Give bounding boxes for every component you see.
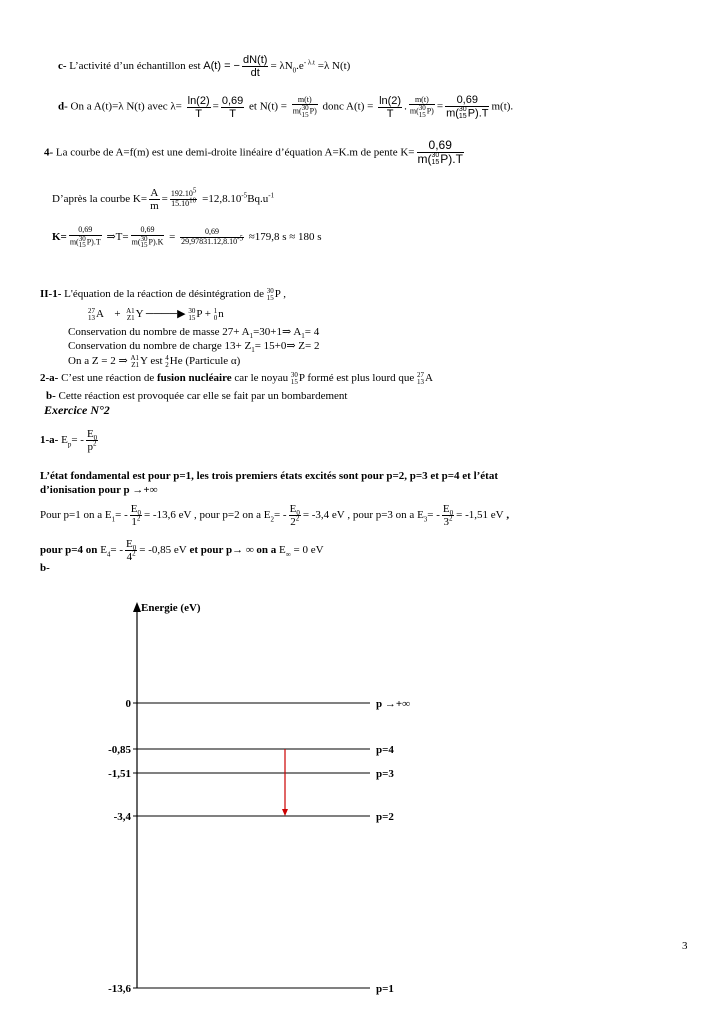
denominator: m: [150, 200, 159, 213]
bold-line-1: L’état fondamental est pour p=1, les trois premiers états excités sont pour p=2, p=3 et p=4 et l’état: [40, 470, 499, 482]
text: et pour p→ ∞ on a: [186, 544, 280, 557]
numerator: 0,69: [221, 94, 244, 107]
energy-value-label: -3,4: [113, 811, 131, 823]
text: Y est: [140, 355, 166, 368]
text: b-: [46, 390, 56, 402]
text: II-1-: [40, 288, 62, 301]
line-c: c- L’activité d’un échantillon est A(t) = − $\frac{dN(t)}{dt}$ = $\lambda N_0.e^{- \lambda.t} =\lambda$ N(t): [58, 54, 351, 80]
text: = 4: [304, 326, 320, 338]
text: D’après la courbe K=: [52, 193, 148, 206]
text: = -13,6 eV: [143, 509, 192, 522]
numerator: $E_0$: [130, 503, 141, 518]
denominator: m(30 15P).T: [446, 106, 489, 120]
text: C’est une réaction de: [58, 372, 157, 385]
text: m(t).: [491, 100, 514, 113]
line-k-t: K= 0,69 m(30 15P).T ⇒T= 0,69 m(30 15P).K = $\frac{0,69}{29,97831.12,8.10^{-5}}$ ≈179,8 s ≈ 180 s: [52, 225, 322, 250]
text: Cette réaction est provoquée car elle se fait par un bombardement: [55, 390, 348, 402]
text: A: [96, 308, 104, 321]
exponent: -5: [237, 234, 243, 243]
label-c: c-: [58, 60, 67, 73]
text: He (Particule α): [169, 355, 241, 368]
denominator: m(30 15P).T: [69, 234, 101, 250]
denominator: $2^2$: [290, 514, 300, 529]
text: 15.10: [171, 199, 190, 209]
line-d: d- On a A(t)=λ N(t) avec λ= $\frac{\ln(2)}{T}$ = $\frac{0,69}{T}$ et N(t) = m(t) m(30 15P) donc A(t) = $\frac{\ln(2)}{T}$ . m(t) m(30 15P) = 0,69 m(30 15P).T m(t).: [58, 94, 514, 120]
text: m(: [409, 106, 419, 116]
level-label: p=4: [376, 744, 394, 756]
subscript: p: [67, 440, 72, 449]
line-cons-mass: Conservation du nombre de masse $27+ A_1=30+1\Rightarrow$ $A_1= 4$: [68, 326, 320, 341]
text: On a A(t)=λ N(t) avec λ=: [67, 100, 185, 113]
page-number: 3: [682, 940, 688, 952]
text: E: [58, 434, 68, 447]
numerator: $E_0$: [289, 503, 300, 518]
numerator: m(t): [292, 96, 318, 106]
denominator: $4^2$: [126, 549, 136, 564]
level-label: p →+∞: [376, 698, 410, 710]
text: = λN: [270, 60, 293, 73]
text: p: [87, 441, 94, 454]
text: K=: [52, 231, 67, 244]
line-q2a: 2-a- C’est une réaction de fusion nucléaire car le noyau 30 15P formé est plus lourd que 27 13A: [40, 371, 433, 386]
text: E: [104, 509, 112, 522]
text: 1: [131, 516, 137, 529]
exercise-title: Exercice N°2: [44, 403, 110, 417]
text: .e: [296, 60, 304, 73]
levels-group: [108, 698, 410, 995]
text: 2: [290, 516, 296, 529]
text: =: [212, 100, 219, 113]
denominator: m(30 15P): [292, 104, 317, 120]
label-q4: 4-: [44, 146, 54, 159]
line-energies: Pour p=1 on a $E_1=$ - $\frac{E_0}{1^2}$ = -13,6 eV , pour p=2 on a $E_2=$ - $\frac{E_0}{2^2}$ = -3,4 eV , pour p=3 on a $E_3=$ - $\frac{E_0}{3^2}$ = -1,51 eV ,: [40, 503, 510, 529]
transition-arrow-head: [282, 809, 288, 816]
denominator: T: [195, 107, 202, 120]
text: m(: [292, 106, 302, 116]
text: 3: [443, 516, 450, 529]
subscript: 1: [111, 515, 116, 524]
text: fusion nucléaire: [156, 372, 232, 385]
energy-value-label: -1,51: [108, 768, 131, 780]
reaction-arrow: ────▶: [145, 308, 186, 321]
text: =30+1⇒ A: [253, 326, 302, 338]
line-cons-charge: Conservation du nombre de charge $13+ Z_1=$ 15+0⇒ Z= 2: [68, 340, 320, 355]
denominator: $1^2$: [131, 514, 141, 529]
exponent: -1: [268, 191, 275, 200]
energy-value-label: 0: [125, 698, 131, 710]
text: E: [86, 428, 94, 440]
text: A: [425, 372, 433, 385]
text: et N(t) =: [246, 100, 290, 113]
text: La courbe de A=f(m) est une demi-droite linéaire d’équation A=K.m de pente K=: [53, 146, 415, 159]
text: P formé est plus lourd que: [298, 372, 418, 385]
text: 1-a-: [40, 434, 59, 447]
denominator: dt: [250, 67, 260, 80]
text: car le noyau: [231, 372, 291, 385]
text: = 15+0⇒ Z= 2: [254, 340, 320, 352]
text: ,: [503, 509, 510, 522]
text: = -: [71, 434, 84, 447]
numerator: 0,69: [445, 94, 489, 107]
denominator: T: [229, 107, 236, 120]
exponent: 10: [189, 196, 197, 205]
text: P).K: [148, 237, 164, 247]
energy-value-label: -0,85: [108, 744, 131, 756]
text: , pour p=3 on a: [344, 509, 418, 522]
text: Conservation du nombre de charge 13+ Z: [68, 340, 252, 352]
text: L’activité d’un échantillon est: [66, 60, 204, 73]
line-energies-2: pour p=4 on $E_4=$ - $\frac{E_0}{4^2}$ = -0,85 eV et pour p→ ∞ on a $E_\infty = 0$ eV: [40, 538, 324, 564]
formula-at: A(t) = −: [203, 60, 240, 73]
bold-line-2: d’ionisation pour p →+∞: [40, 484, 158, 496]
numerator: ln(2): [187, 94, 210, 107]
line-reaction: 27 13A + A1 Z1Y ────▶ 30 15P + 1 0n: [88, 307, 224, 322]
text: Pour p=1 on a: [40, 509, 105, 522]
subscript: 4: [106, 550, 111, 559]
denominator: m(30 15P).K: [131, 234, 164, 250]
numerator: dN(t): [242, 54, 268, 66]
subscript: ∞: [285, 550, 291, 559]
label-d: d-: [58, 100, 68, 113]
text: 4: [126, 551, 133, 564]
text: m(: [417, 152, 432, 167]
text: P +: [196, 308, 214, 321]
numerator: A: [150, 187, 159, 199]
denominator: T: [386, 107, 394, 120]
text: =12,8.10: [199, 193, 242, 206]
text: = -1,51 eV: [456, 509, 504, 522]
numerator: 0,69: [131, 226, 165, 236]
text: P ,: [274, 288, 287, 301]
numerator: ln(2): [379, 94, 402, 107]
exponent: 2: [93, 439, 97, 448]
text: = -3,4 eV: [302, 509, 345, 522]
numerator: $E_0$: [126, 538, 137, 553]
exponent: -5: [241, 191, 248, 200]
subscript: 3: [423, 515, 428, 524]
subscript: 0: [93, 434, 98, 443]
exponent: 5: [192, 186, 197, 195]
text: P).T: [440, 152, 463, 167]
label-b: b-: [40, 562, 50, 574]
text: = -0,85 eV: [139, 544, 187, 557]
text: E: [279, 544, 286, 557]
text: ⇒T=: [103, 231, 129, 244]
line-on-a-z: On a Z = 2 ⇒ A1 Z1Y est 4 2He (Particule α): [68, 354, 241, 369]
text: 29,97831.12,8.10: [181, 237, 238, 247]
text: ≈179,8 s ≈ 180 s: [245, 231, 322, 244]
text: =λ N(t): [314, 60, 351, 73]
numerator: 0,69: [180, 228, 244, 238]
text: Bq.u: [247, 193, 269, 206]
text: 192.10: [170, 189, 193, 199]
numerator: m(t): [409, 96, 435, 106]
text: = 0 eV: [290, 544, 324, 557]
numerator: 0,69: [417, 139, 464, 153]
text: Conservation du nombre de masse 27+ A: [68, 326, 250, 338]
numerator: 0,69: [69, 226, 102, 236]
text: Y: [135, 308, 144, 321]
level-label: p=2: [376, 811, 394, 823]
denominator: $3^2$: [443, 514, 453, 529]
text: On a Z = 2 ⇒: [68, 355, 131, 368]
text: donc A(t) =: [319, 100, 377, 113]
numerator: $E_0$: [442, 503, 454, 518]
denominator: m(30 15P).T: [417, 152, 463, 167]
axis-title: Energie (eV): [141, 602, 201, 614]
subscript: 2: [270, 515, 274, 524]
text: 2-a-: [40, 372, 59, 385]
text: L'équation de la réaction de désintégration de: [61, 288, 267, 301]
energy-value-label: -13,6: [108, 983, 131, 995]
level-label: p=1: [376, 983, 394, 995]
text: n: [218, 308, 224, 321]
line-ii1: II-1- L'équation de la réaction de désintégration de 30 15P ,: [40, 287, 287, 302]
denominator: m(30 15P): [409, 104, 434, 120]
axis-arrow-head: [133, 602, 141, 612]
level-label: p=3: [376, 768, 394, 780]
text: , pour p=2 on a: [191, 509, 264, 522]
text: pour p=4 on: [40, 544, 101, 557]
line-k-value: D’après la courbe K= $\frac{A}{m}$ = $\frac{192.10^5}{15.10^{10}}$ $=12,8.10^{-5}Bq.u^{-1}$: [52, 186, 275, 213]
exponent: - λ.t: [303, 58, 315, 67]
text: +: [114, 308, 121, 321]
